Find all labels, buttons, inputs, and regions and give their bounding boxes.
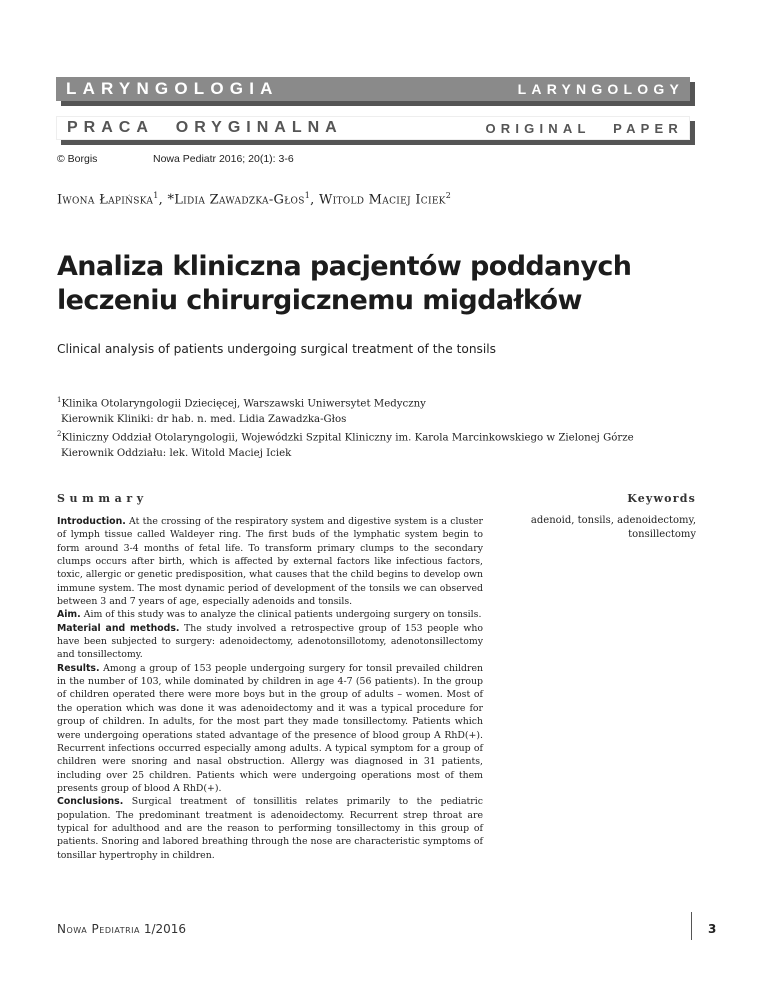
article-type-bar [56, 116, 690, 140]
section-label-pl: LARYNGOLOGIA [66, 79, 279, 98]
abstract-aim [57, 608, 483, 621]
section-label-en: LARYNGOLOGY [517, 81, 684, 97]
paragraph-text: At the crossing of the respiratory system and digestive system is a cluster of lymph tissue called Waldeyer ring. The first buds of the lymphatic system begin to form around 3-4 months of fetal life. To transform primary clumps to the secondary clumps occurs after birth, which is affected by external factors like infectious factors, toxic, allergic or genetic predisposition, what causes that the child begins to develop own immune system. The most dynamic period of development of the tonsils we can observed between 3 and 7 years of age, especially adenoids and tonsils. [57, 516, 483, 608]
affiliation-1-head: Kierownik Kliniki: dr hab. n. med. Lidia Zawadzka-Głos [61, 413, 347, 425]
author-list: Iwona Łapińska$^1$, *Lidia Zawadzka-Głos$^1$, Witold Maciej Iciek$^2$ [57, 191, 452, 208]
author-name: Iwona Łapińska [57, 192, 154, 208]
summary-heading: Summary [57, 492, 148, 505]
section-label: Conclusions. [57, 796, 124, 808]
keywords-heading: Keywords [627, 492, 696, 505]
affiliation-2-head: Kierownik Oddziału: lek. Witold Maciej Iciek [61, 448, 292, 460]
keywords [506, 514, 696, 541]
abstract-results [57, 662, 483, 795]
abstract [57, 515, 483, 862]
article-title [57, 250, 697, 318]
affiliation-number: 1 [57, 396, 62, 404]
affiliation-1: Klinika Otolaryngologii Dziecięcej, Warszawski Uniwersytet Medyczny [61, 398, 426, 410]
keywords-line: tonsillectomy [628, 528, 696, 540]
footer-journal [57, 922, 186, 936]
paragraph-text: The study involved a retrospective group of 153 people who have been subjected to surgery: adenoidectomy, adenotonsillotomy, adenotonsillectomy and tonsillectomy. [57, 622, 483, 661]
abstract-introduction [57, 515, 483, 608]
section-label: Material and methods. [57, 622, 180, 634]
article-type-en: ORIGINAL PAPER [485, 120, 683, 136]
paragraph-text: Among a group of 153 people undergoing surgery for tonsil prevailed children in the number of 103, while dominated by children in age 4-7 (56 patients). In the group of children operated there were more boys but in the group of adults – women. Most of the operation which was done it was adenoidectomy and it was a typical procedure for group of children. In adults, for the most part they made tonsillectomy. Patients which were undergoing operations stated advantage of the presence of blood group A RhD(+). Recurrent infections occurred especially among adults. A typical symptom for a group of children were snoring and nasal obstruction. Allergy was diagnosed in 31 patients, including over 25 children. Patients which were undergoing operations most of them presents group of blood A RhD(+). [57, 662, 483, 794]
affiliation-number: 2 [57, 430, 62, 439]
affiliations [57, 393, 737, 462]
section-label: Results. [57, 662, 100, 674]
affiliation-2: Kliniczny Oddział Otolaryngologii, Wojewódzki Szpital Kliniczny im. Karola Marcinkowskiego w Zielonej Górze [61, 432, 634, 444]
author-affiliation-mark: 2 [445, 191, 452, 200]
section-label: Introduction. [57, 516, 126, 527]
title-line: Analiza kliniczna pacjentów poddanych [57, 251, 632, 282]
page-number: 3 [708, 922, 717, 936]
abstract-methods [57, 622, 483, 662]
copyright: © Borgis [57, 153, 98, 165]
section-bar [56, 77, 690, 101]
author-name: *Lidia Zawadzka-Głos [167, 192, 305, 208]
author-affiliation-mark: 1 [304, 191, 311, 200]
english-title: Clinical analysis of patients undergoing surgical treatment of the tonsils [57, 342, 497, 356]
article-type-pl: PRACA ORYGINALNA [67, 119, 343, 136]
author-name: Witold Maciej Iciek [318, 192, 446, 208]
keywords-line: adenoid, tonsils, adenoidectomy, [530, 515, 696, 526]
journal-issue: 1/2016 [143, 922, 187, 936]
author-affiliation-mark: 1 [153, 191, 159, 200]
title-line: leczeniu chirurgicznemu migdałków [57, 285, 582, 316]
footer-divider [691, 912, 692, 940]
abstract-conclusions [57, 795, 483, 862]
journal-name: Nowa Pediatria [57, 922, 140, 936]
citation: Nowa Pediatr 2016; 20(1): 3-6 [153, 153, 294, 165]
section-label: Aim. [57, 609, 81, 621]
paragraph-text: Surgical treatment of tonsillitis relates primarily to the pediatric population. The predominant treatment is adenoidectomy. Recurrent strep throat are typical for adulthood and are the reason to performing tonsillectomy in this group of patients. Snoring and labored breathing through the nose are characteristic symptoms of tonsillar hypertrophy in children. [57, 796, 483, 861]
paragraph-text: Aim of this study was to analyze the clinical patients undergoing surgery on tonsils. [80, 609, 482, 621]
